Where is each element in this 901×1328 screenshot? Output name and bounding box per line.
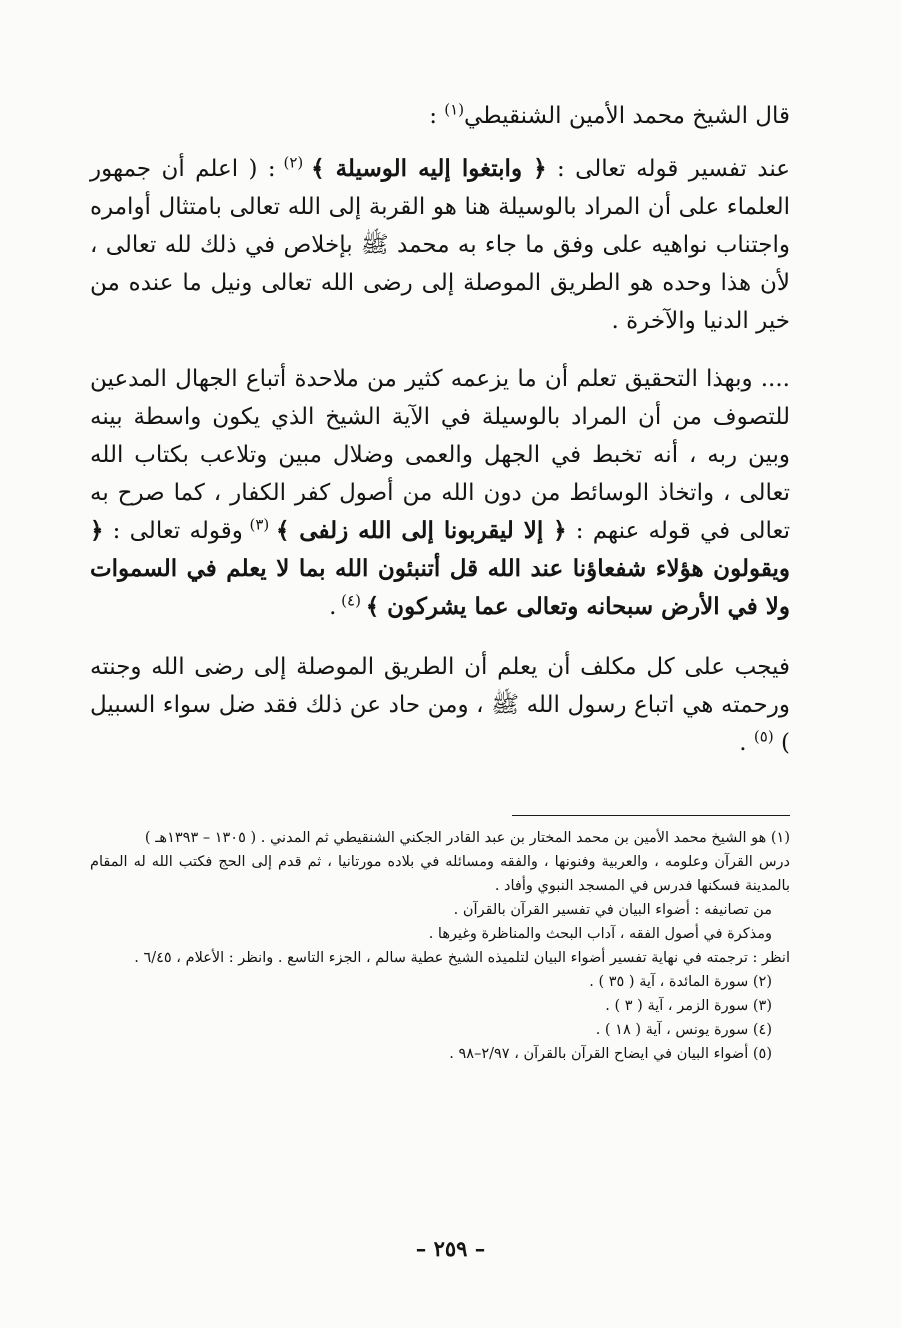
heading-tail: : — [429, 103, 445, 129]
p1-ref: (٢) — [275, 153, 312, 172]
p2-verse-1: ﴿ إلا ليقربونا إلى الله زلفى ﴾ — [275, 517, 567, 544]
paragraph-2 — [90, 360, 790, 626]
footnote-divider — [512, 815, 790, 816]
footnote-1-works: من تصانيفه : أضواء البيان في تفسير القرآن بالقرآن . — [453, 902, 772, 918]
paragraph-1 — [90, 150, 790, 340]
footnote-4: (٤) سورة يونس ، آية ( ١٨ ) . — [595, 1022, 772, 1038]
p2-body: .... وبهذا التحقيق تعلم أن ما يزعمه كثير من ملاحدة أتباع الجهال المدعين للتصوف من أن المراد بالوسيلة في الآية الشيخ الذي يكون واسطة بينه وبين ربه ، أنه تخبط في الجهل والعمى وضلال مبين وتلاعب بكتاب الله تعالى ، واتخاذ الوسائط من دون الله من أصول كفر الكفار ، كما صرح به تعالى في قوله عنهم : — [90, 366, 790, 544]
footnote-5: (٥) أضواء البيان في ايضاح القرآن بالقرآن ، ٢/٩٧–٩٨ . — [449, 1046, 772, 1062]
footnote-1-works-2: ومذكرة في أصول الفقه ، آداب البحث والمناظرة وغيرها . — [428, 926, 772, 942]
footnote-1-study: درس القرآن وعلومه ، والعربية وفنونها ، والفقه ومسائله في بلاده مورتانيا ، ثم قدم إلى الحج فكتب الله له المقام بالمدينة فسكنها فدرس في المسجد النبوي وأفاد . — [90, 854, 790, 894]
p2-end: . — [329, 594, 337, 620]
footnote-2: (٢) سورة المائدة ، آية ( ٣٥ ) . — [589, 974, 772, 990]
p3-body: فيجب على كل مكلف أن يعلم أن الطريق الموصلة إلى رضى الله وجنته ورحمته هي اتباع رسول الله ﷺ ، ومن حاد عن ذلك فقد ضل سواء السبيل ) — [90, 654, 790, 756]
footnotes — [90, 826, 790, 1066]
p3-ref: (٥) — [753, 727, 774, 746]
p2-ref-2: (٤) — [336, 591, 366, 610]
p2-ref-1: (٣) — [242, 515, 276, 534]
heading-text: قال الشيخ محمد الأمين الشنقيطي — [464, 103, 790, 129]
p1-verse: ﴿ وابتغوا إليه الوسيلة ﴾ — [311, 155, 547, 182]
heading — [90, 98, 790, 134]
p3-end: . — [739, 730, 754, 756]
paragraph-3 — [90, 648, 790, 762]
footnote-3: (٣) سورة الزمر ، آية ( ٣ ) . — [605, 998, 772, 1014]
footnote-1-sources: انظر : ترجمته في نهاية تفسير أضواء البيان لتلميذه الشيخ عطية سالم ، الجزء التاسع . وانظر : الأعلام ، ٦/٤٥ . — [134, 950, 790, 966]
p1-lead: عند تفسير قوله تعالى : — [546, 156, 791, 182]
heading-ref: (١) — [444, 100, 465, 119]
footnote-1: (١) هو الشيخ محمد الأمين بن محمد المختار بن عبد القادر الجكني الشنقيطي ثم المدني . ( ١٣٠٥ – ١٣٩٣هـ ) — [144, 830, 790, 846]
page-number: – ٢٥٩ – — [415, 1236, 486, 1261]
p2-verse-2: ﴿ ويقولون هؤلاء شفعاؤنا عند الله قل أتنبئون الله بما لا يعلم في السموات ولا في الأرض سبحانه وتعالى عما يشركون ﴾ — [90, 517, 790, 620]
page-body — [90, 98, 790, 762]
p1-body: : ( اعلم أن جمهور العلماء على أن المراد بالوسيلة هنا هو القربة إلى الله تعالى بامتثال أوامره واجتناب نواهيه على وفق ما جاء به محمد ﷺ بإخلاص في ذلك لله تعالى ، لأن هذا وحده هو الطريق الموصلة إلى رضى الله تعالى ونيل ما عنده من خير الدنيا والآخرة . — [90, 156, 790, 334]
p2-mid: وقوله تعالى : — [103, 518, 243, 544]
